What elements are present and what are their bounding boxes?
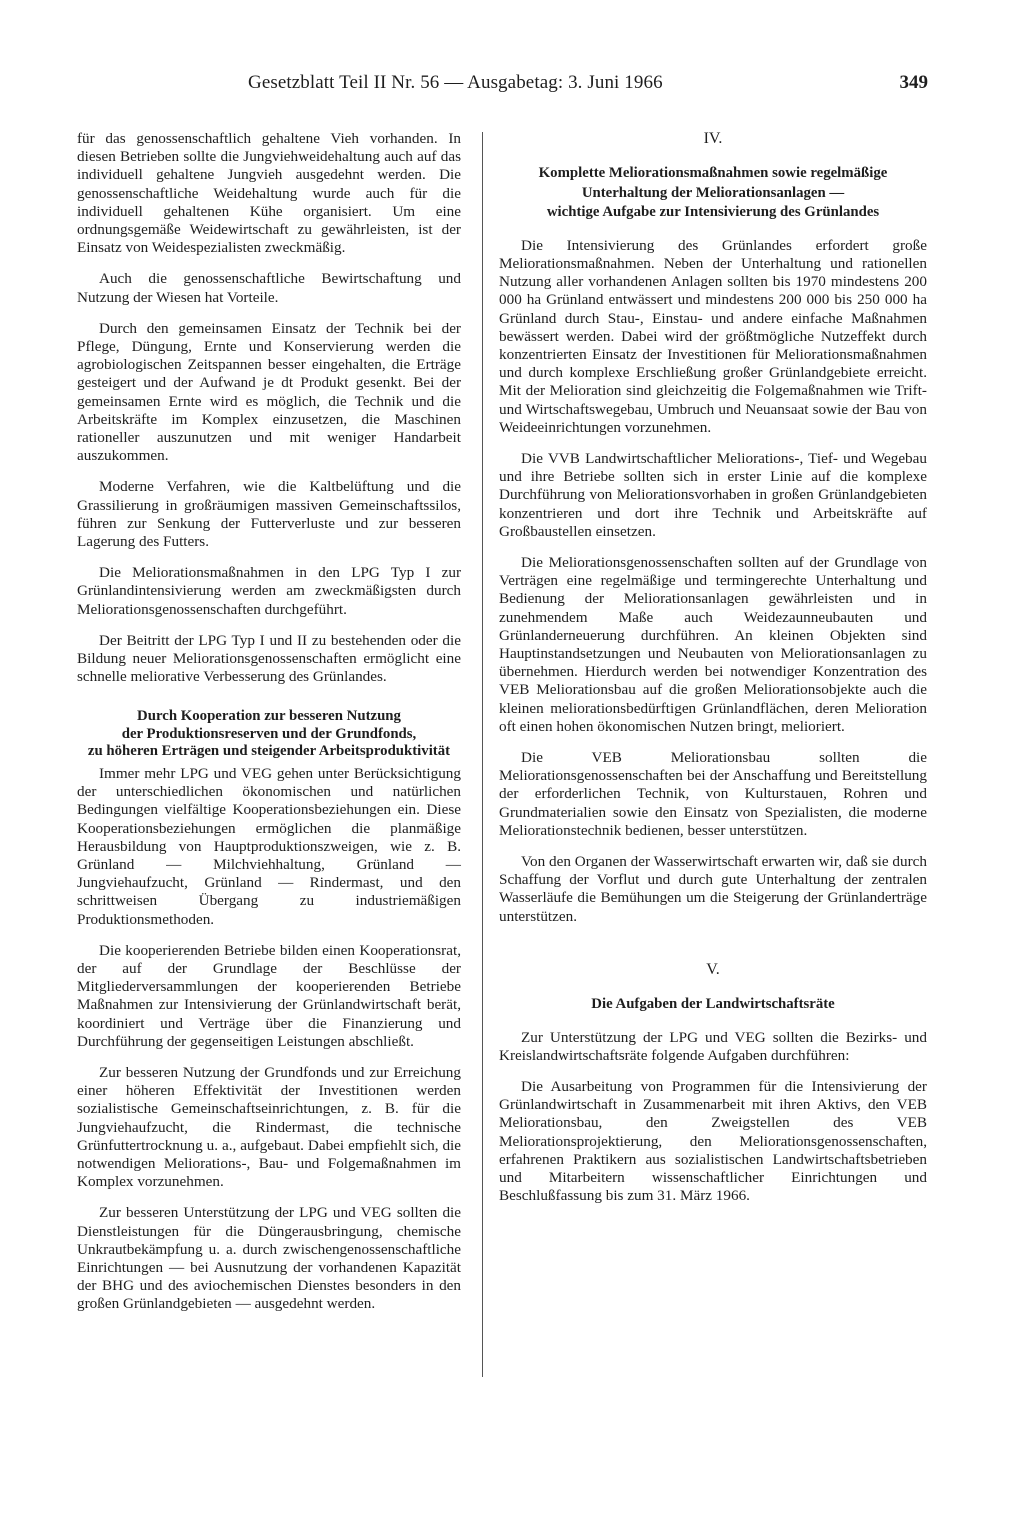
paragraph: Die VVB Landwirtschaftlicher Meliorations-, Tief- und Wegebau und ihre Betriebe sollten sich in erster Linie auf die komplexe Durchführung von Meliorationsvorhaben in großen Grünlandgebieten konzentrieren und dort ihre Technik und Arbeitskräfte auf Großbaustellen einsetzen. bbox=[499, 449, 927, 540]
page-number: 349 bbox=[899, 72, 928, 93]
heading-line: zu höheren Erträgen und steigender Arbeitsproduktivität bbox=[87, 743, 451, 760]
heading-line: Durch Kooperation zur besseren Nutzung bbox=[137, 708, 401, 725]
heading-line: Unterhaltung der Meliorationsanlagen — bbox=[581, 184, 845, 201]
section-gap bbox=[499, 939, 927, 961]
paragraph: Die Intensivierung des Grünlandes erfordert große Meliorationsmaßnahmen. Neben der Unterhaltung und rationellen Nutzung aller vorhandenen Anlagen sollten bis 1970 mindestens 200 000 ha Grünland entwässert und mindestens 200 000 bis 250 000 ha Grünland durch Stau-, Einstau- und andere einfache Maßnahmen bewässert werden. Dabei wird der größtmögliche Nutzeffekt durch konzentrierten Einsatz der Investitionen für Meliorationsmaßnahmen und durch komplexe Erschließung großer Grünlandgebiete erreicht. Mit der Melioration sind gleichzeitig die Folgemaßnahmen wie Trift- und Wirtschaftswegebau, Umbruch und Neuansaat sowie der Bau von Weideeinrichtungen vorzunehmen. bbox=[499, 236, 927, 436]
paragraph: Moderne Verfahren, wie die Kaltbelüftung und die Grassilierung in großräumigen massiven Gemeinschaftssilos, führen zur Senkung der Futterverluste und zur besseren Lagerung des Futters. bbox=[77, 478, 461, 551]
paragraph: Die VEB Meliorationsbau sollten die Meliorationsgenossenschaften bei der Anschaffung und Bereitstellung der erforderlichen Technik, von Kulturstauen, Rohren und Grundmaterialien sowie den Einsatz von Spezialisten, die moderne Meliorationstechnik bedienen, besser unterstützen. bbox=[499, 748, 927, 839]
column-divider bbox=[482, 132, 483, 1377]
paragraph: Die Meliorationsmaßnahmen in den LPG Typ I zur Grünlandintensivierung werden am zweckmäßigsten durch Meliorationsgenossenschaften durchgeführt. bbox=[77, 564, 461, 618]
paragraph: Auch die genossenschaftliche Bewirtschaftung und Nutzung der Wiesen hat Vorteile. bbox=[77, 270, 461, 306]
paragraph: Der Beitritt der LPG Typ I und II zu bestehenden oder die Bildung neuer Meliorationsgenossenschaften ermöglicht eine schnelle meliorative Verbesserung des Grünlandes. bbox=[77, 631, 461, 686]
section-numeral: V. bbox=[706, 960, 720, 978]
paragraph: Von den Organen der Wasserwirtschaft erwarten wir, daß sie durch Schaffung der Vorflut und durch gute Unterhaltung der zentralen Wasserläufe die Bemühungen um die Steigerung der Grünlanderträge unterstützen. bbox=[499, 853, 927, 925]
right-column bbox=[499, 130, 927, 1218]
paragraph: Durch den gemeinsamen Einsatz der Technik bei der Pflege, Düngung, Ernte und Konservierung werden die agrobiologischen Zeitspannen besser eingehalten, die Erträge gesteigert und der Aufwand je dt Produkt gesenkt. Bei der gemeinsamen Ernte wird es möglich, die Technik und die Arbeitskräfte im Komplex einzusetzen, die Maschinen rationeller auszunutzen und mit weniger Handarbeit auszukommen. bbox=[77, 319, 461, 465]
heading-line: der Produktionsreserven und der Grundfonds, bbox=[121, 725, 417, 742]
paragraph: Die kooperierenden Betriebe bilden einen Kooperationsrat, der auf der Grundlage der Beschlüsse der Mitgliederversammlungen der kooperierenden Betriebe Maßnahmen zur Intensivierung der Grünlandwirtschaft berät, koordiniert und Verträge über die Finanzierung und Durchführung der gegenseitigen Leistungen abschließt. bbox=[77, 941, 461, 1050]
paragraph: Immer mehr LPG und VEG gehen unter Berücksichtigung der unterschiedlichen ökonomischen und natürlichen Bedingungen vielfältige Kooperationsbeziehungen ein. Diese Kooperationsbeziehungen ermöglichen die planmäßige Herausbildung von Hauptproduktionszweigen, wie z. B. Grünland — Milchviehhaltung, Grünland — Jungviehaufzucht, Grünland — Rindermast, und den schrittweisen Übergang zu industriemäßigen Produktionsmethoden. bbox=[77, 764, 461, 928]
paragraph: für das genossenschaftlich gehaltene Vieh vorhanden. In diesen Betrieben sollte die Jungviehweidehaltung auch auf das individuell gehaltene Jungvieh ausgedehnt werden. Die genossenschaftliche Weidehaltung wurde auch für die individuell gehaltenen Kühe organisiert. Um eine ordnungsgemäße Weidewirtschaft zu gewährleisten, ist der Einsatz von Weidespezialisten zweckmäßig. bbox=[77, 130, 461, 257]
paragraph: Zur besseren Nutzung der Grundfonds und zur Erreichung einer höheren Effektivität der Investitionen werden sozialistische Gemeinschaftseinrichtungen, z. B. für die Jungviehaufzucht, die Rindermast, die technische Grünfuttertrocknung u. a., aufgebaut. Dabei empfiehlt sich, die notwendigen Meliorations-, Bau- und Folgemaßnahmen im Komplex vorzunehmen. bbox=[77, 1064, 461, 1191]
header-title: Gesetzblatt Teil II Nr. 56 — Ausgabetag: 3. Juni 1966 bbox=[248, 72, 663, 93]
paragraph: Die Meliorationsgenossenschaften sollten auf der Grundlage von Verträgen eine regelmäßige und termingerechte Unterhaltung und Bedienung der Meliorationsanlagen gewährleisten und in zunehmendem Maße auch Weidezaunneubauten und Grünlanderneuerung durchführen. An kleinen Objekten sind Hauptinstandsetzungen und Neubauten von Meliorationsanlagen zu übernehmen. Hierdurch werden bei notwendiger Konzentration des VEB Meliorationsbau auf die großen Meliorationsobjekte auch die kleinen meliorationsbedürftigen Grünlandflächen, deren Melioration oft einen hohen ökonomischen Nutzen bringt, melioriert. bbox=[499, 553, 927, 735]
page-header bbox=[248, 72, 928, 102]
heading-line: Komplette Meliorationsmaßnahmen sowie regelmäßige bbox=[538, 165, 888, 182]
paragraph: Die Ausarbeitung von Programmen für die Intensivierung der Grünlandwirtschaft in Zusammenarbeit mit ihren Aktivs, den VEB Meliorationsbau, den Zweigstellen des VEB Meliorationsprojektierung, den Meliorationsgenossenschaften, erfahrenen Praktikern aus sozialistischen Landwirtschaftsbetrieben und Mitarbeitern wissenschaftlicher Einrichtungen und Beschlußfassung bis zum 31. März 1966. bbox=[499, 1077, 927, 1205]
section-heading bbox=[499, 164, 927, 223]
paragraph: Zur besseren Unterstützung der LPG und VEG sollten die Dienstleistungen für die Düngerausbringung, chemische Unkrautbekämpfung u. a. durch zwischengenossenschaftliche Einrichtungen — bei Ausnutzung der vorhandenen Kapazität der BHG und des aviochemischen Dienstes besonders in den großen Grünlandgebieten — ausgedehnt werden. bbox=[77, 1204, 461, 1313]
heading-line: wichtige Aufgabe zur Intensivierung des Grünlandes bbox=[546, 204, 880, 221]
section-heading: Die Aufgaben der Landwirtschaftsräte bbox=[591, 996, 835, 1013]
section-numeral: IV. bbox=[703, 130, 723, 147]
section-heading bbox=[77, 708, 461, 761]
left-column bbox=[77, 130, 461, 1327]
paragraph: Zur Unterstützung der LPG und VEG sollten die Bezirks- und Kreislandwirtschaftsräte folgende Aufgaben durchführen: bbox=[499, 1028, 927, 1064]
